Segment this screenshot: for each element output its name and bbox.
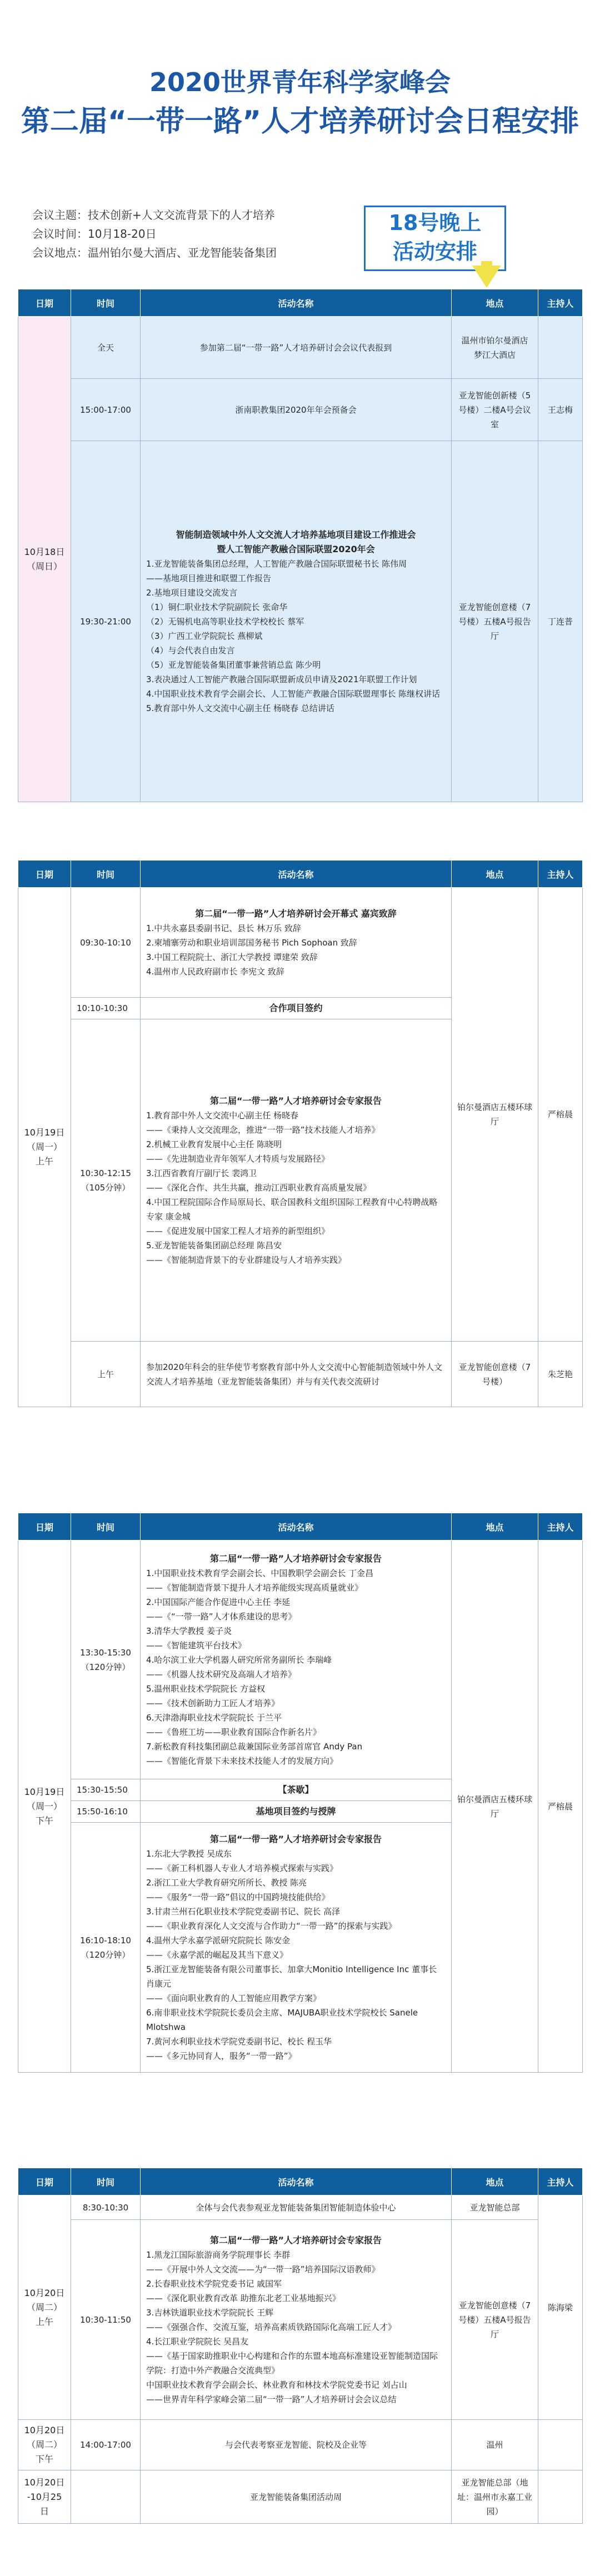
table-header <box>18 2168 583 2195</box>
activity-cell <box>141 1823 452 2073</box>
place-cell: 铂尔曼酒店五楼环球厅 <box>452 888 538 1342</box>
list-item: ——《智能制造背景下的专业群建设与人才培养实践》 <box>146 1254 347 1265</box>
list-item: 7.新松教育科技集团副总裁兼国际业务部首席官 Andy Pan <box>146 1741 363 1752</box>
list-item: ——《面向职业教育的人工智能应用教学方案》 <box>146 1993 322 2003</box>
list-item: 1.东北大学教授 吴成东 <box>146 1848 232 1859</box>
place-cell: 亚龙智能创意楼（7号楼）五楼A号报告厅 <box>452 441 538 802</box>
header-host: 主持人 <box>538 289 583 317</box>
callout-line2: 活动安排 <box>392 239 477 264</box>
list-item: 1.中共永嘉县委副书记、县长 林万乐 致辞 <box>146 923 301 933</box>
header-host: 主持人 <box>538 1513 583 1540</box>
table-row <box>18 2470 583 2524</box>
activity-cell: 与会代表考察亚龙智能、院校及企业等 <box>141 2420 452 2470</box>
session-heading: 智能制造领域中外人文交流人才培养基地项目建设工作推进会 暨人工智能产教融合国际联盟2020年会 <box>176 529 416 554</box>
schedule-table-day1 <box>18 289 583 802</box>
session-items <box>146 1847 446 2063</box>
list-item: 2.柬埔寨劳动和职业培训部国务秘书 Pich Sophoan 致辞 <box>146 937 357 948</box>
list-item: 6.南非职业技术学院院长委员会主席、MAJUBA职业技术学院校长 Sanele Mlotshwa <box>146 2007 418 2032</box>
host-cell <box>538 2420 583 2470</box>
header-activity: 活动名称 <box>141 1513 452 1540</box>
time-cell: 14:00-17:00 <box>71 2420 141 2470</box>
list-item: 6.天津渤海职业技术学院院长 于兰平 <box>146 1712 282 1723</box>
list-item: 3.甘肃兰州石化职业技术学院党委副书记、院长 高泽 <box>146 1906 341 1917</box>
place-cell: 亚龙智能总部 <box>452 2195 538 2220</box>
list-item: ——《智能建筑平台技术》 <box>146 1640 247 1650</box>
list-item: 3.表决通过人工智能产教融合国际联盟新成员申请及2021年联盟工作计划 <box>146 674 417 684</box>
list-item: 4.温州大学永嘉学派研究院院长 陈安金 <box>146 1935 291 1945</box>
time-cell: 10:30-12:15 （105分钟） <box>71 1019 141 1342</box>
header-time: 时间 <box>71 2168 141 2195</box>
meeting-venue: 会议地点：温州铂尔曼大酒店、亚龙智能装备集团 <box>32 246 277 259</box>
time-cell: 上午 <box>71 1342 141 1407</box>
date-cell: 10月20日 -10月25日 <box>18 2470 71 2524</box>
session-heading: 第二届“一带一路”人才培养研讨会开幕式 嘉宾致辞 <box>195 908 397 919</box>
list-item: 2.长春职业技术学院党委书记 戚国军 <box>146 2278 282 2289</box>
host-cell: 严榕晨 <box>538 888 583 1342</box>
session-items <box>146 2248 446 2407</box>
list-item: ——《多元协同育人，服务“一带一路”》 <box>146 2050 297 2061</box>
header-date: 日期 <box>18 861 71 888</box>
list-item: （2）无锡机电高等职业技术学校校长 蔡军 <box>146 616 304 627</box>
list-item: ——《服务“一带一路”倡议的中国跨境技能供给》 <box>146 1892 330 1902</box>
list-item: ——《秉持人文交流理念，推进“一带一路”技术技能人才培养》 <box>146 1124 380 1135</box>
date-cell: 10月20日 （周二） 上午 <box>18 2195 71 2420</box>
activity-cell: 合作项目签约 <box>141 998 452 1019</box>
date-cell: 10月20日 （周二）下午 <box>18 2420 71 2470</box>
table-row <box>18 2195 583 2220</box>
header-activity: 活动名称 <box>141 2168 452 2195</box>
time-cell: 10:30-11:50 <box>71 2220 141 2420</box>
session-heading: 第二届“一带一路”人才培养研讨会专家报告 <box>209 1553 382 1564</box>
place-cell: 铂尔曼酒店五楼环球厅 <box>452 1540 538 2073</box>
session-items <box>146 1566 446 1768</box>
table-row <box>18 2420 583 2470</box>
list-item: （5）亚龙智能装备集团董事兼营销总监 陈少明 <box>146 659 321 670</box>
place-cell: 亚龙智能创意楼（7号楼）五楼A号报告厅 <box>452 2220 538 2420</box>
time-cell: 15:30-15:50 <box>71 1779 141 1801</box>
time-cell: 09:30-10:10 <box>71 888 141 998</box>
list-item: 4.中国职业技术教育学会副会长、人工智能产教融合国际联盟理事长 陈继权讲话 <box>146 688 441 699</box>
activity-cell <box>141 888 452 998</box>
session-heading: 第二届“一带一路”人才培养研讨会专家报告 <box>209 2234 382 2245</box>
header-time: 时间 <box>71 289 141 317</box>
list-item: 1.中国职业技术教育学会副会长、中国教职学会副会长 丁金昌 <box>146 1568 374 1578</box>
list-item: ——《永嘉学派的崛起及其当下意义》 <box>146 1949 288 1960</box>
list-item: ——《职业教育深化人文交流与合作助力“一带一路”的探索与实践》 <box>146 1920 397 1931</box>
place-cell: 亚龙智能创意楼（7号楼） <box>452 1342 538 1407</box>
header-place: 地点 <box>452 861 538 888</box>
session-items <box>146 557 446 716</box>
list-item: 5.温州职业技术学院院长 方益权 <box>146 1683 266 1694</box>
activity-cell <box>141 1540 452 1779</box>
header-time: 时间 <box>71 1513 141 1540</box>
list-item: （4）与会代表自由发言 <box>146 645 235 656</box>
list-item: 3.中国工程院院士、浙江大学教授 谭建荣 致辞 <box>146 952 318 962</box>
date-cell: 10月19日 （周一） 上午 <box>18 888 71 1407</box>
time-cell: 13:30-15:30 （120分钟） <box>71 1540 141 1779</box>
list-item: 3.清华大学教授 姜子炎 <box>146 1625 232 1636</box>
host-cell <box>538 317 583 379</box>
time-cell: 10:10-10:30 <box>71 998 141 1019</box>
header-host: 主持人 <box>538 2168 583 2195</box>
header-activity: 活动名称 <box>141 861 452 888</box>
list-item: ——《机器人技术研究及高端人才培养》 <box>146 1669 297 1679</box>
list-item: （3）广西工业学院院长 燕柳斌 <box>146 631 263 641</box>
list-item: 2.中国国际产能合作促进中心主任 李延 <box>146 1597 291 1607</box>
list-item: 3.吉林铁道职业技术学院院长 王辉 <box>146 2307 274 2318</box>
list-item: 1.教育部中外人文交流中心副主任 杨晓春 <box>146 1110 299 1121</box>
list-item: ——《智能制造背景下提升人才培养能级实现高质量就业》 <box>146 1582 363 1593</box>
meeting-info <box>32 206 277 262</box>
date-cell: 10月18日 （周日） <box>18 317 71 802</box>
list-item: （1）铜仁职业技术学院副院长 张命华 <box>146 602 288 612</box>
list-item: ——《开展中外人文交流——为“一带一路”培养国际汉语教师》 <box>146 2264 380 2274</box>
list-item: ——世界青年科学家峰会第二届“一带一路”人才培养研讨会会议总结 <box>146 2394 397 2404</box>
host-cell: 严榕晨 <box>538 1540 583 2073</box>
table-row <box>18 2220 583 2420</box>
session-items <box>146 921 446 979</box>
time-cell: 19:30-21:00 <box>71 441 141 802</box>
header-date: 日期 <box>18 2168 71 2195</box>
table-row <box>18 888 583 998</box>
activity-cell <box>141 1019 452 1342</box>
list-item: 3.江西省教育厅副厅长 裴鸿卫 <box>146 1168 257 1178</box>
activity-cell: 【茶歇】 <box>141 1779 452 1801</box>
list-item: 4.长江职业学院院长 吴昌友 <box>146 2336 249 2347</box>
header-place: 地点 <box>452 1513 538 1540</box>
table-row <box>18 317 583 379</box>
list-item: 2.基地项目建设交流发言 <box>146 587 238 598</box>
session-heading: 第二届“一带一路”人才培养研讨会专家报告 <box>209 1833 382 1844</box>
time-cell: 8:30-10:30 <box>71 2195 141 2220</box>
list-item: 2.浙江工业大学教育研究所所长、教授 陈亮 <box>146 1877 307 1888</box>
list-item: 2.机械工业教育发展中心主任 陈晓明 <box>146 1139 282 1149</box>
host-cell: 王志梅 <box>538 379 583 441</box>
list-item: ——《智能化背景下未来技术技能人才的发展方向》 <box>146 1755 338 1766</box>
list-item: ——《“一带一路”人才体系建设的思考》 <box>146 1611 297 1622</box>
place-cell: 温州市铂尔曼酒店 梦江大酒店 <box>452 317 538 379</box>
list-item: 4.温州市人民政府副市长 李宪文 致辞 <box>146 966 284 977</box>
down-arrow-icon <box>472 266 501 288</box>
time-cell: 16:10-18:10 （120分钟） <box>71 1823 141 2073</box>
list-item: 4.中国工程院国际合作局原局长、联合国教科文组织国际工程教育中心特聘战略专家 康金城 <box>146 1197 438 1222</box>
host-cell <box>538 2470 583 2524</box>
summit-title: 2020世界青年科学家峰会 <box>149 67 451 97</box>
date-cell: 10月19日 （周一） 下午 <box>18 1540 71 2073</box>
table-row <box>18 1540 583 1779</box>
activity-cell: 基地项目签约与授牌 <box>141 1801 452 1823</box>
list-item: ——《鲁班工坊——职业教育国际合作新名片》 <box>146 1727 322 1737</box>
list-item: ——《基于国家助推职业中心构建和合作的东盟本地高标准建设亚智能制造国际学院：打造中外产教融合交流典型》 <box>146 2350 438 2375</box>
time-cell: 全天 <box>71 317 141 379</box>
list-item: ——《先进制造业青年领军人才特质与发展路径》 <box>146 1153 330 1164</box>
place-cell: 温州 <box>452 2420 538 2470</box>
list-item: 中国职业技术教育学会副会长、林业教育和林技术学院党委书记 刘占山 <box>146 2379 407 2390</box>
table-row <box>18 1342 583 1407</box>
header-activity: 活动名称 <box>141 289 452 317</box>
place-cell: 亚龙智能总部（地址：温州市永嘉工业园） <box>452 2470 538 2524</box>
schedule-table-day2-am <box>18 860 583 1407</box>
header-place: 地点 <box>452 2168 538 2195</box>
list-item: 7.黄河水利职业技术学院党委副书记、校长 程玉华 <box>146 2036 332 2047</box>
activity-cell: 浙南职教集团2020年年会预备会 <box>141 379 452 441</box>
place-cell: 亚龙智能创新楼（5号楼）二楼A号会议室 <box>452 379 538 441</box>
table-header <box>18 289 583 317</box>
schedule-table-day2-pm <box>18 1513 583 2073</box>
list-item: ——基地项目推进和联盟工作报告 <box>146 573 272 583</box>
host-cell: 丁连普 <box>538 441 583 802</box>
table-header <box>18 861 583 888</box>
host-cell: 陈海梁 <box>538 2195 583 2420</box>
activity-cell: 全体与会代表参观亚龙智能装备集团智能制造体验中心 <box>141 2195 452 2220</box>
header-place: 地点 <box>452 289 538 317</box>
session-items <box>146 1108 446 1267</box>
activity-cell <box>141 2220 452 2420</box>
list-item: 5.亚龙智能装备集团副总经理 陈昌安 <box>146 1240 282 1251</box>
header-date: 日期 <box>18 289 71 317</box>
activity-cell: 参加2020年科会的驻华使节考察教育部中外人文交流中心智能制造领域中外人文交流人才培养基地（亚龙智能装备集团）并与有关代表交流研讨 <box>141 1342 452 1407</box>
activity-cell: 参加第二届“一带一路”人才培养研讨会会议代表报到 <box>141 317 452 379</box>
time-cell <box>71 2470 141 2524</box>
list-item: ——《深化职业教育改革 助推东北老工业基地振兴》 <box>146 2293 341 2303</box>
activity-cell: 亚龙智能装备集团活动周 <box>141 2470 452 2524</box>
list-item: 1.黑龙江国际旅游商务学院理事长 李群 <box>146 2249 291 2260</box>
header-date: 日期 <box>18 1513 71 1540</box>
time-cell: 15:50-16:10 <box>71 1801 141 1823</box>
host-cell: 朱芝艳 <box>538 1342 583 1407</box>
list-item: 5.浙江亚龙智能装备有限公司董事长、加拿大Monitio Intelligence Inc 董事长 肖康元 <box>146 1964 437 1989</box>
list-item: 4.哈尔滨工业大学机器人研究所常务副所长 李瑞峰 <box>146 1654 332 1665</box>
session-heading: 第二届“一带一路”人才培养研讨会专家报告 <box>209 1095 382 1106</box>
list-item: ——《强强合作、交流互鉴，培养高素质铁路国际化高端工匠人才》 <box>146 2322 397 2332</box>
list-item: ——《深化合作、共生共赢，推动江西职业教育高质量发展》 <box>146 1182 372 1193</box>
table-row <box>18 379 583 441</box>
schedule-title: 第二届“一带一路”人才培养研讨会日程安排 <box>21 105 579 138</box>
callout-line1: 18号晚上 <box>388 211 482 235</box>
schedule-table-day3 <box>18 2168 583 2524</box>
list-item: ——《促进发展中国家工程人才培养的新型组织》 <box>146 1226 330 1236</box>
header-host: 主持人 <box>538 861 583 888</box>
meeting-theme: 会议主题：技术创新+人文交流背景下的人才培养 <box>32 208 275 222</box>
activity-cell <box>141 441 452 802</box>
list-item: ——《技术创新助力工匠人才培养》 <box>146 1698 280 1708</box>
list-item: ——《新工科机器人专业人才培养模式探索与实践》 <box>146 1863 338 1873</box>
list-item: 5.教育部中外人文交流中心副主任 杨晓春 总结讲话 <box>146 703 334 713</box>
meeting-time: 会议时间：10月18-20日 <box>32 227 157 241</box>
time-cell: 15:00-17:00 <box>71 379 141 441</box>
table-header <box>18 1513 583 1540</box>
list-item: 1.亚龙智能装备集团总经理，人工智能产教融合国际联盟秘书长 陈伟周 <box>146 558 407 569</box>
table-row <box>18 441 583 802</box>
header-time: 时间 <box>71 861 141 888</box>
